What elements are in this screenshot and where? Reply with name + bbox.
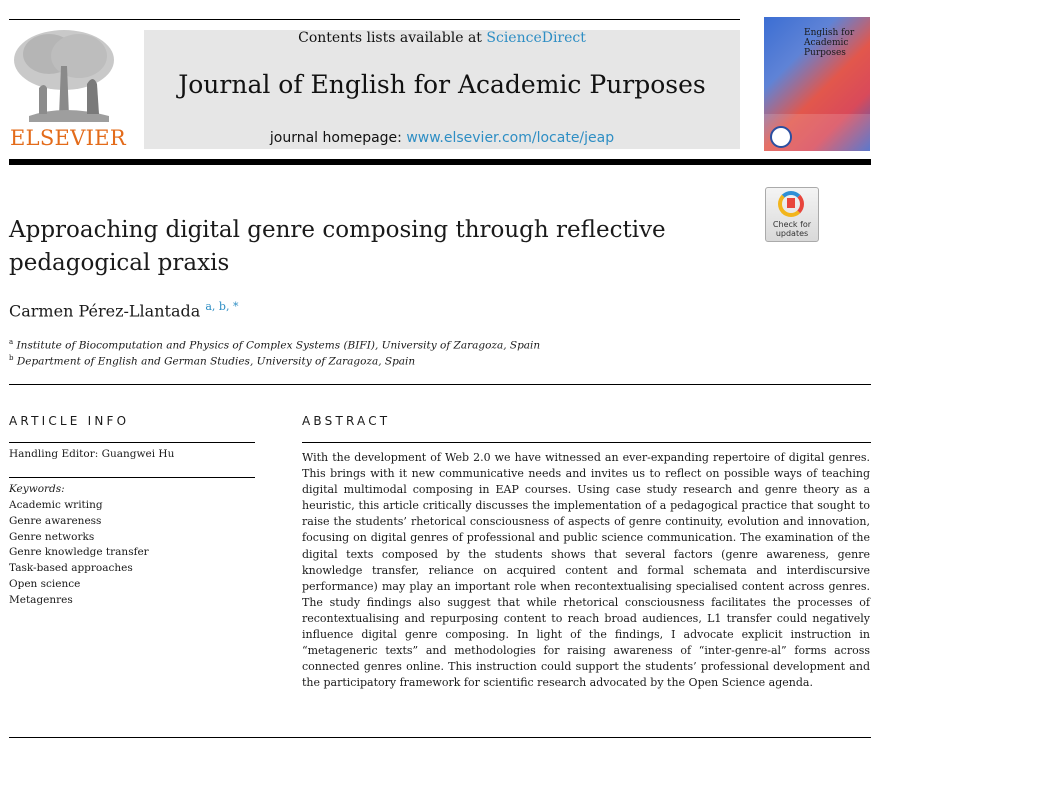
keyword-item: Open science xyxy=(9,578,81,590)
keyword-item: Genre networks xyxy=(9,531,95,543)
elsevier-tree-icon xyxy=(9,26,119,124)
journal-title: Journal of English for Academic Purposes xyxy=(178,70,706,99)
affiliation-text: Institute of Biocomputation and Physics of Complex Systems (BIFI), University of Zaragoza, Spain xyxy=(16,339,541,352)
affiliation-text: Department of English and German Studies, University of Zaragoza, Spain xyxy=(16,355,416,368)
check-updates-line1: Check for xyxy=(772,220,812,229)
article-title xyxy=(9,214,709,280)
keyword-item: Metagenres xyxy=(9,594,73,606)
keyword-item: Task-based approaches xyxy=(9,562,133,574)
affiliation-a xyxy=(9,338,540,352)
author-line xyxy=(9,300,238,320)
article-info-heading: ARTICLE INFO xyxy=(9,414,130,428)
bookmark-icon xyxy=(787,198,795,208)
homepage-prefix: journal homepage: xyxy=(269,130,402,146)
keyword-item: Genre awareness xyxy=(9,515,102,527)
abstract-heading: ABSTRACT xyxy=(302,414,391,428)
article-info-rule xyxy=(9,442,255,443)
elsevier-wordmark: ELSEVIER xyxy=(10,126,126,150)
bottom-rule xyxy=(9,737,871,738)
handling-editor-rule xyxy=(9,477,255,478)
homepage-link[interactable]: www.elsevier.com/locate/jeap xyxy=(406,130,615,146)
journal-cover[interactable] xyxy=(764,17,870,151)
keyword-item: Academic writing xyxy=(9,499,103,511)
sciencedirect-link[interactable]: ScienceDirect xyxy=(486,30,586,46)
separator-rule xyxy=(9,384,871,385)
contents-line xyxy=(144,30,740,46)
check-updates-line2: updates xyxy=(775,229,809,238)
affiliation-mark: b xyxy=(9,354,14,362)
author-affiliation-marks[interactable]: a, b, * xyxy=(205,300,239,313)
abstract-rule xyxy=(302,442,871,443)
keyword-item: Genre knowledge transfer xyxy=(9,546,149,558)
article-title-line1: Approaching digital genre composing through reflective xyxy=(9,217,666,243)
homepage-line xyxy=(144,130,740,146)
cover-title: English for Academic Purposes xyxy=(804,28,855,58)
affiliation-b xyxy=(9,354,415,368)
check-for-updates-button[interactable] xyxy=(765,187,819,242)
contents-prefix: Contents lists available at xyxy=(298,30,482,46)
elsevier-logo[interactable] xyxy=(9,26,126,151)
article-title-line2: pedagogical praxis xyxy=(9,250,230,276)
affiliation-mark: a xyxy=(9,338,14,346)
abstract-text: With the development of Web 2.0 we have witnessed an ever-expanding repertoire of digital genres. This brings with it new communicative needs and invites us to reflect on possible ways of teaching digital multimodal composing in EAP courses. Using case study research and genre theory as a heuristic, this article critically discusses the implementation of a pedagogical practice that sought to raise the students’ rhetorical consciousness of aspects of genre continuity, evolution and innovation, focusing on digital genres of professional and public science communication. The examination of the digital texts composed by the students shows that several factors (genre awareness, genre knowledge transfer, reliance on acquired content and formal schemata and interdiscursive performance) may play an important role when recontextualising specialised content across genres. The study findings also suggest that while rhetorical consciousness facilitates the processes of recontextualising and repurposing content to reach broad audiences, L1 transfer could negatively influence digital genre composing. In light of the findings, I advocate explicit instruction in “metageneric texts” and methodologies for raising awareness of “inter-genre-al” forms across connected genres online. This instruction could support the students’ professional development and the participatory framework for scientific research advocated by the Open Science agenda. xyxy=(302,451,870,690)
top-rule xyxy=(9,19,740,20)
author-name[interactable]: Carmen Pérez-Llantada xyxy=(9,301,201,321)
journal-banner xyxy=(144,30,740,149)
handling-editor: Handling Editor: Guangwei Hu xyxy=(9,448,175,460)
cover-badge-icon xyxy=(770,126,792,148)
keywords-label: Keywords: xyxy=(9,483,65,495)
header-thick-rule xyxy=(9,159,871,165)
